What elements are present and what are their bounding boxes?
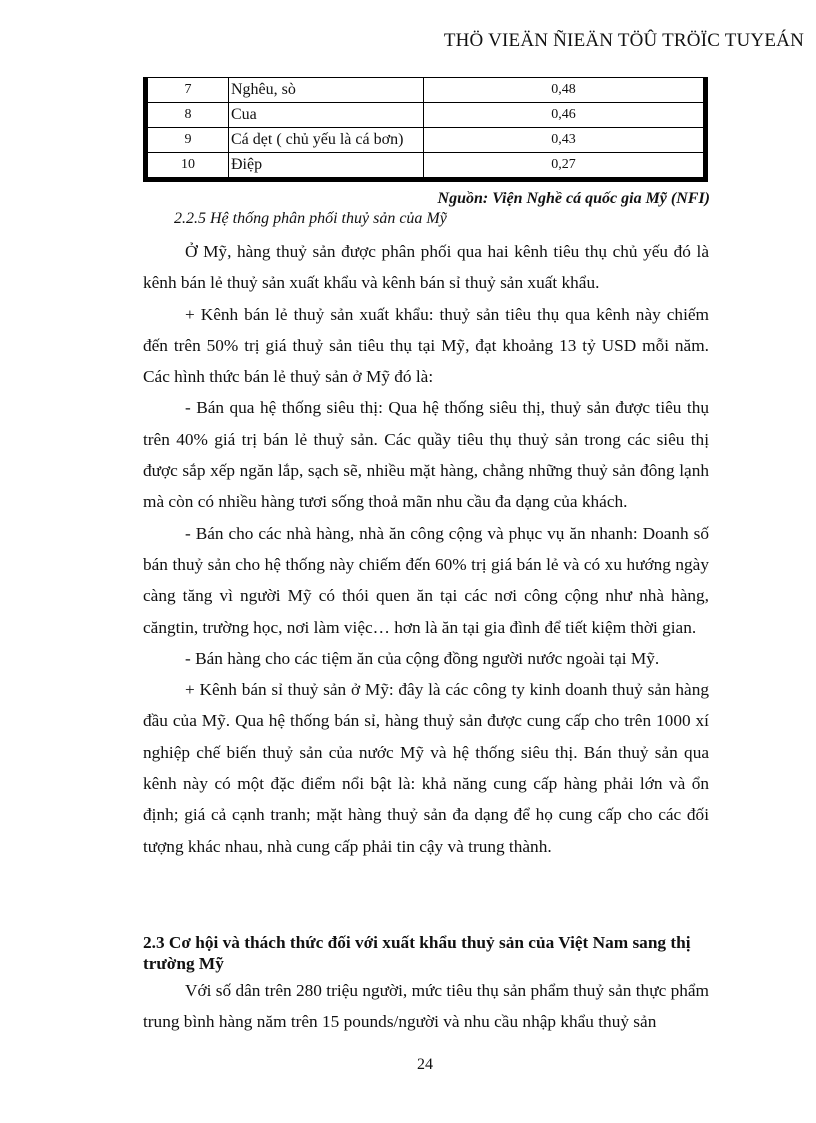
row-number-cell: 7 [148, 78, 229, 103]
value-cell: 0,48 [424, 78, 704, 103]
body-text [143, 236, 709, 862]
value-cell: 0,27 [424, 153, 704, 178]
paragraph: + Kênh bán lẻ thuỷ sản xuất khẩu: thuỷ sản tiêu thụ qua kênh này chiếm đến trên 50% trị giá thuỷ sản tiêu thụ tại Mỹ, đạt khoảng 13 tỷ USD mỗi năm. Các hình thức bán lẻ thuỷ sản ở Mỹ đó là: [143, 304, 709, 387]
page-header: THÖ VIEÄN ÑIEÄN TÖÛ TRÖÏC TUYEÁN [443, 30, 804, 51]
row-number-cell: 10 [148, 153, 229, 178]
value-cell: 0,46 [424, 103, 704, 128]
data-table [143, 77, 708, 182]
paragraph: Với số dân trên 280 triệu người, mức tiêu thụ sản phẩm thuỷ sản thực phẩm trung bình hàng năm trên 15 pounds/người và nhu cầu nhập khẩu thuỷ sản [143, 981, 709, 1032]
item-name-cell: Điệp [229, 153, 424, 178]
item-name-cell: Cua [229, 103, 424, 128]
table-row [148, 103, 704, 128]
row-number-cell: 9 [148, 128, 229, 153]
paragraph: - Bán cho các nhà hàng, nhà ăn công cộng và phục vụ ăn nhanh: Doanh số bán thuỷ sản cho hệ thống này chiếm đến 60% trị giá bán lẻ và có xu hướng ngày càng tăng vì người Mỹ có thói quen ăn tại các nơi công cộng như nhà hàng, căngtin, trường học, nơi làm việc… hơn là ăn tại gia đình để tiết kiệm thời gian. [143, 523, 709, 637]
table-body [148, 78, 704, 178]
paragraph: + Kênh bán sỉ thuỷ sản ở Mỹ: đây là các công ty kinh doanh thuỷ sản hàng đầu của Mỹ. Qua hệ thống bán sỉ, hàng thuỷ sản được cung cấp cho trên 1000 xí nghiệp chế biến thuỷ sản của nước Mỹ và hệ thống siêu thị. Bán thuỷ sản qua kênh này có một đặc điểm nổi bật là: khả năng cung cấp hàng phải lớn và ổn định; giá cả cạnh tranh; mặt hàng thuỷ sản đa dạng để họ cung cấp cho các đối tượng khác nhau, nhà cung cấp phải tin cậy và trung thành. [143, 680, 709, 856]
subheading: 2.2.5 Hệ thống phân phối thuỷ sản của Mỹ [174, 210, 447, 227]
section-body [143, 975, 709, 1038]
row-number-cell: 8 [148, 103, 229, 128]
paragraph: - Bán hàng cho các tiệm ăn của cộng đồng người nước ngoài tại Mỹ. [185, 648, 660, 668]
table-source: Nguồn: Viện Nghề cá quốc gia Mỹ (NFI) [437, 190, 710, 207]
section-heading: 2.3 Cơ hội và thách thức đối với xuất khẩu thuỷ sản của Việt Nam sang thị trường Mỹ [143, 933, 691, 973]
page-number: 24 [417, 1056, 433, 1073]
item-name-cell: Nghêu, sò [229, 78, 424, 103]
paragraph: Ở Mỹ, hàng thuỷ sản được phân phối qua hai kênh tiêu thụ chủ yếu đó là kênh bán lẻ thuỷ sản xuất khẩu và kênh bán sỉ thuỷ sản xuất khẩu. [143, 242, 709, 293]
item-name-cell: Cá dẹt ( chủ yếu là cá bơn) [229, 128, 424, 153]
value-cell: 0,43 [424, 128, 704, 153]
paragraph: - Bán qua hệ thống siêu thị: Qua hệ thống siêu thị, thuỷ sản được tiêu thụ trên 40% giá trị bán lẻ thuỷ sản. Các quầy tiêu thụ thuỷ sản trong các siêu thị được sắp xếp ngăn lắp, sạch sẽ, nhiều mặt hàng, chẳng những thuỷ sản đông lạnh mà còn có nhiều hàng tươi sống thoả mãn nhu cầu đa dạng của khách. [143, 398, 709, 512]
table-row [148, 78, 704, 103]
table-row [148, 128, 704, 153]
table-row [148, 153, 704, 178]
